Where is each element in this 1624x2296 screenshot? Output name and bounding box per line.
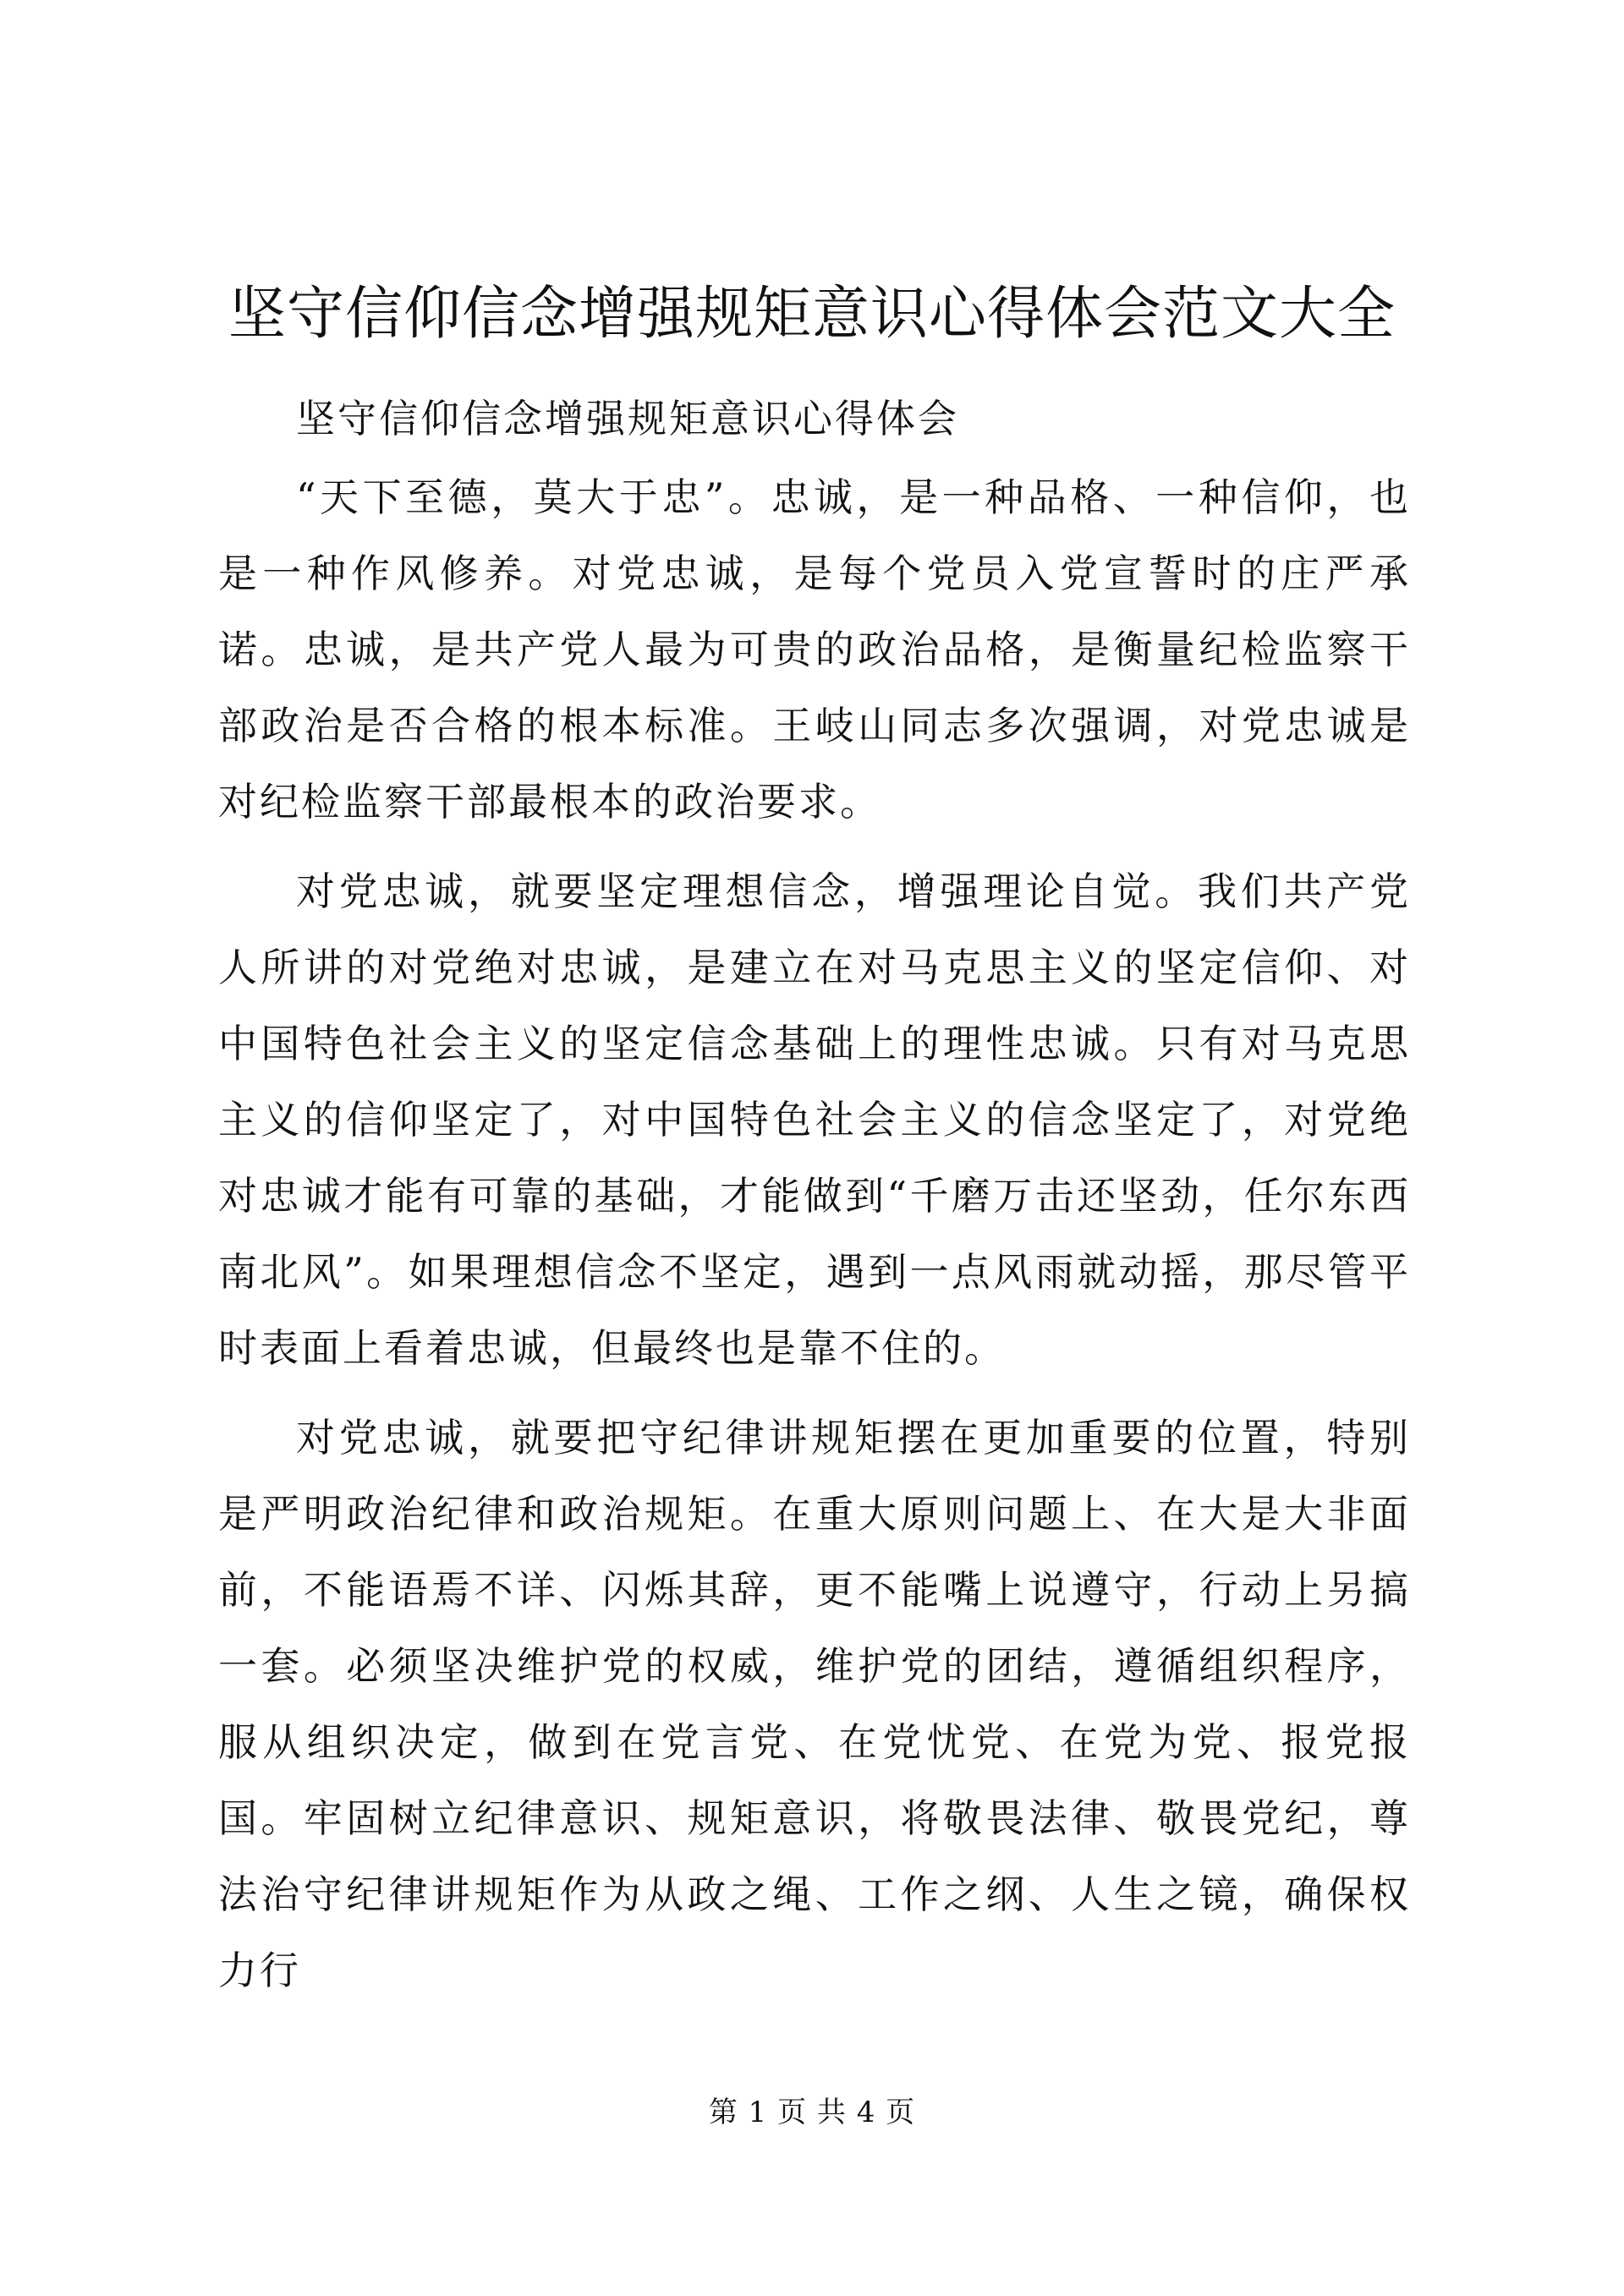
page-footer: 第 1 页 共 4 页 bbox=[708, 2096, 916, 2129]
paragraph-subtitle: 坚守信仰信念增强规矩意识心得体会 bbox=[296, 396, 959, 441]
paragraph: 对党忠诚，就要坚定理想信念，增强理论自觉。我们共产党人所讲的对党绝对忠诚，是建立在对马克思主义的坚定信仰、对中国特色社会主义的坚定信念基础上的理性忠诚。只有对马克思主义的信仰坚定了，对中国特色社会主义的信念坚定了，对党绝对忠诚才能有可靠的基础，才能做到“千磨万击还坚劲，任尔东西南北风”。如果理想信念不坚定，遇到一点风雨就动摇，那尽管平时表面上看着忠诚，但最终也是靠不住的。 bbox=[218, 869, 1411, 1371]
paragraph: “天下至德，莫大于忠”。忠诚，是一种品格、一种信仰，也是一种作风修养。对党忠诚，是每个党员入党宣誓时的庄严承诺。忠诚，是共产党人最为可贵的政治品格，是衡量纪检监察干部政治是否合格的根本标准。王岐山同志多次强调，对党忠诚是对纪检监察干部最根本的政治要求。 bbox=[218, 474, 1411, 825]
paragraph: 对党忠诚，就要把守纪律讲规矩摆在更加重要的位置，特别是严明政治纪律和政治规矩。在重大原则问题上、在大是大非面前，不能语焉不详、闪烁其辞，更不能嘴上说遵守，行动上另搞一套。必须坚决维护党的权威，维护党的团结，遵循组织程序，服从组织决定，做到在党言党、在党忧党、在党为党、报党报国。牢固树立纪律意识、规矩意识，将敬畏法律、敬畏党纪，尊法治守纪律讲规矩作为从政之绳、工作之纲、人生之镜，确保权力行 bbox=[218, 1415, 1411, 1993]
document-title: 坚守信仰信念增强规矩意识心得体会范文大全 bbox=[228, 281, 1396, 348]
document-body bbox=[218, 381, 1411, 2008]
